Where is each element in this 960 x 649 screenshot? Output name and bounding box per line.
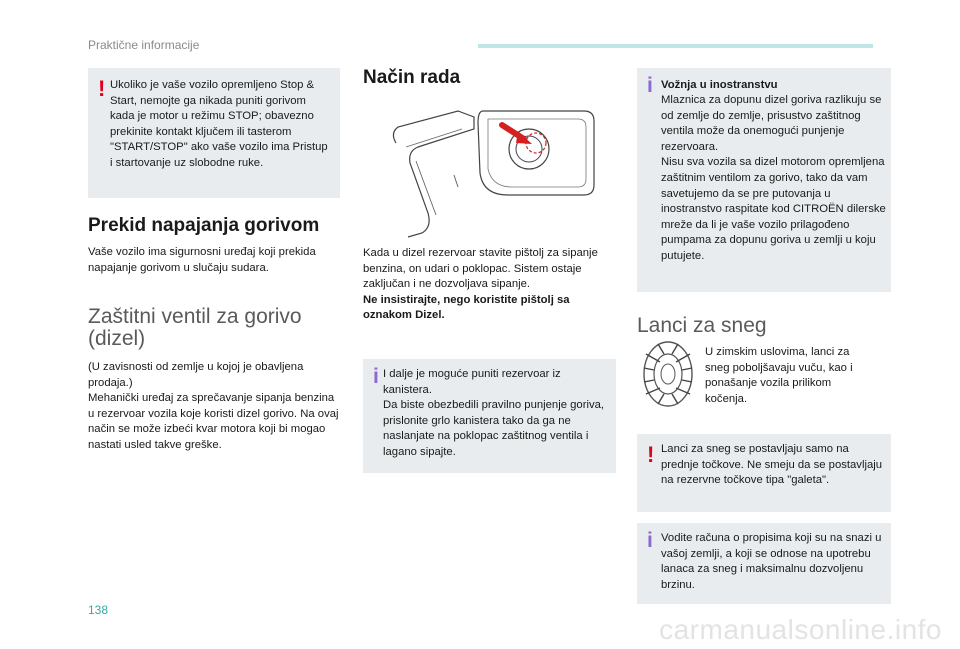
watermark: carmanualsonline.info	[659, 614, 942, 645]
snow-chains-info-box	[637, 523, 891, 604]
snow-chain-illustration	[640, 340, 696, 408]
snow-chains-warning-box	[637, 434, 891, 512]
operation-text-normal: Kada u dizel rezervoar stavite pištolj za sipanje benzina, on udari o poklopac. Sistem ostaje zaključan i ne dozvoljava sipanje.	[363, 247, 598, 291]
info-icon: i	[647, 74, 653, 97]
heading-fuel-cut: Prekid napajanja gorivom	[88, 215, 320, 236]
abroad-info-box	[637, 68, 891, 292]
fuel-cut-text: Vaše vozilo ima sigurnosni uređaj koji prekida napajanje gorivom u slučaju sudara.	[88, 246, 316, 274]
canister-info-box	[363, 359, 616, 473]
info-icon: i	[373, 365, 379, 388]
info-icon: i	[647, 529, 653, 552]
header-bar	[478, 44, 873, 48]
canister-info-text: I dalje je moguće puniti rezervoar iz kanistera. Da biste obezbedili pravilno punjenje goriva, prislonite grlo kanistera tako da ga ne naslanjate na poklopac zaštitnog ventila i lagano sipajte.	[383, 368, 605, 458]
warning-icon: !	[98, 76, 106, 101]
heading-snow-chains: Lanci za sneg	[637, 314, 767, 337]
operation-text-bold: Ne insistirajte, nego koristite pištolj sa oznakom Dizel.	[363, 293, 570, 322]
stop-start-warning-box	[88, 68, 340, 198]
heading-operation: Način rada	[363, 67, 461, 88]
snow-chains-warning-text: Lanci za sneg se postavljaju samo na prednje točkove. Ne smeju da se postavljaju na rezervne točkove tipa "galeta".	[661, 443, 883, 487]
heading-valve: Zaštitni ventil za gorivo (dizel)	[88, 305, 302, 350]
page-number: 138	[88, 603, 109, 617]
warning-icon: !	[647, 442, 655, 467]
fuel-filler-illustration	[388, 103, 603, 243]
abroad-info-title: Vožnja u inostranstvu	[661, 79, 778, 91]
snow-chains-info-text: Vodite računa o propisima koji su na snazi u vašoj zemlji, a koji se odnose na upotrebu lanaca za sneg i maksimalnu dozvoljenu brzinu.	[661, 532, 882, 591]
operation-text	[363, 246, 618, 324]
snow-chains-text: U zimskim uslovima, lanci za sneg poboljšavaju vuču, kao i ponašanje vozila prilikom kočenja.	[705, 346, 853, 405]
abroad-info-text: Mlaznica za dopunu dizel goriva razlikuju se od zemlje do zemlje, prisustvo zaštitnog ventila može da onemogući punjenje rezervoara. Nisu sva vozila sa dizel motorom opremljena zaštitnim ventilom za gorivo, tako da vam savetujemo da se pre putovanja u inostranstvo raspitate kod CITROËN dilerske mreže da li je vaše vozilo prilagođeno pumpama za dopunu goriva u zemlji u koju putujete.	[661, 94, 886, 262]
valve-text: (U zavisnosti od zemlje u kojoj je obavljena prodaja.) Mehanički uređaj za sprečavanje sipanja benzina u rezervoar vozila koje koristi dizel gorivo. Na ovaj način se može izbeći kvar motora koji bi mogao nastati usled takve greške.	[88, 361, 339, 451]
stop-start-warning-text: Ukoliko je vaše vozilo opremljeno Stop & Start, nemojte ga nikada puniti gorivom kada je motor u režimu STOP; obavezno prekinite kontakt ključem ili tasterom "START/STOP" ako vaše vozilo ima Pristup i startovanje uz slobodne ruke.	[110, 79, 328, 169]
section-header: Praktične informacije	[88, 38, 200, 52]
